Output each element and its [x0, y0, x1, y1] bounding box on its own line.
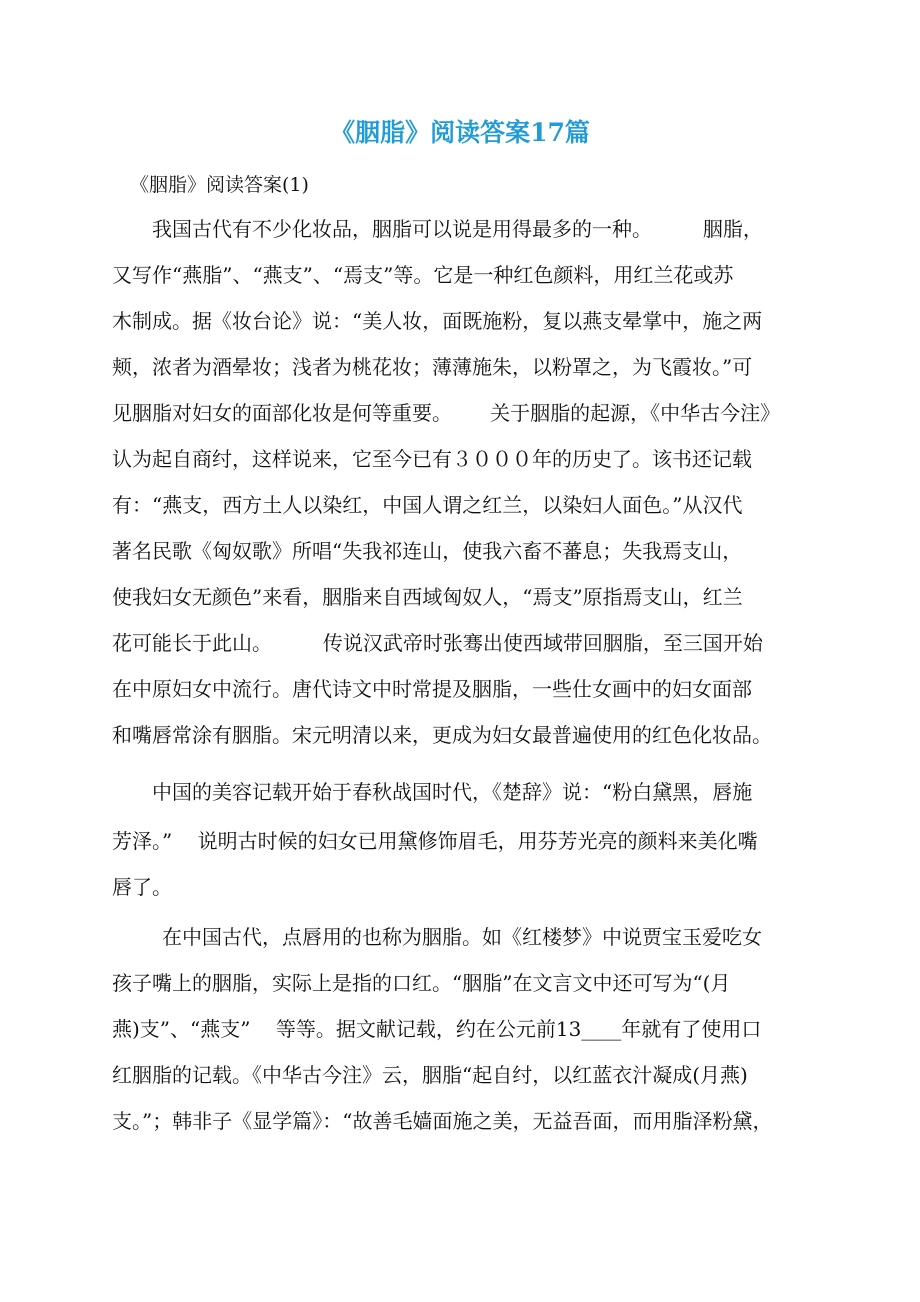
body-line-1: 我国古代有不少化妆品，胭脂可以说是用得最多的一种。 胭脂，	[152, 217, 763, 241]
body-line-11: 在中原妇女中流行。唐代诗文中时常提及胭脂，一些仕女画中的妇女面部	[112, 677, 752, 701]
body-line-10: 花可能长于此山。 传说汉武帝时张骞出使西域带回胭脂，至三国开始	[112, 631, 763, 655]
body-line-6: 认为起自商纣，这样说来，它至今已有３０００年的历史了。该书还记载	[112, 447, 752, 471]
body-line-19: 红胭脂的记载。《中华古今注》云，胭脂“起自纣，以红蓝衣汁凝成(月燕)	[112, 1063, 748, 1087]
body-line-15: 唇了。	[112, 875, 172, 899]
body-line-13: 中国的美容记载开始于春秋战国时代，《楚辞》说：“粉白黛黑，唇施	[152, 780, 753, 804]
body-line-9: 使我妇女无颜色”来看，胭脂来自西域匈奴人，“焉支”原指焉支山，红兰	[112, 585, 743, 609]
body-line-8: 著名民歌《匈奴歌》所唱“失我祁连山，使我六畜不蕃息；失我焉支山，	[112, 539, 743, 563]
body-line-2: 又写作“燕脂”、“燕支”、“焉支”等。它是一种红色颜料，用红兰花或苏	[112, 263, 734, 287]
page-title: 《胭脂》阅读答案17篇	[330, 118, 590, 147]
body-line-16: 在中国古代，点唇用的也称为胭脂。如《红楼梦》中说贾宝玉爱吃女	[162, 925, 762, 949]
body-line-3: 木制成。据《妆台论》说：“美人妆，面既施粉，复以燕支晕掌中，施之两	[112, 309, 763, 333]
section-subtitle: 《胭脂》阅读答案(1)	[130, 174, 309, 196]
body-line-20: 支。”；韩非子《显学篇》：“故善毛嫱面施之美，无益吾面，而用脂泽粉黛，	[112, 1109, 773, 1133]
body-line-17: 孩子嘴上的胭脂，实际上是指的口红。“胭脂”在文言文中还可写为“(月	[112, 971, 731, 995]
body-line-5: 见胭脂对妇女的面部化妆是何等重要。 关于胭脂的起源，《中华古今注》	[112, 401, 781, 425]
body-line-7: 有：“燕支，西方土人以染红，中国人谓之红兰，以染妇人面色。”从汉代	[112, 493, 743, 517]
body-line-4: 颊，浓者为酒晕妆；浅者为桃花妆；薄薄施朱，以粉罩之，为飞霞妆。”可	[112, 355, 753, 379]
body-line-18: 燕)支”、“燕支” 等等。据文献记载，约在公元前13____年就有了使用口	[112, 1017, 762, 1041]
body-line-14: 芳泽。” 说明古时候的妇女已用黛修饰眉毛，用芬芳光亮的颜料来美化嘴	[112, 829, 758, 853]
body-line-12: 和嘴唇常涂有胭脂。宋元明清以来，更成为妇女最普遍使用的红色化妆品。	[112, 723, 772, 747]
